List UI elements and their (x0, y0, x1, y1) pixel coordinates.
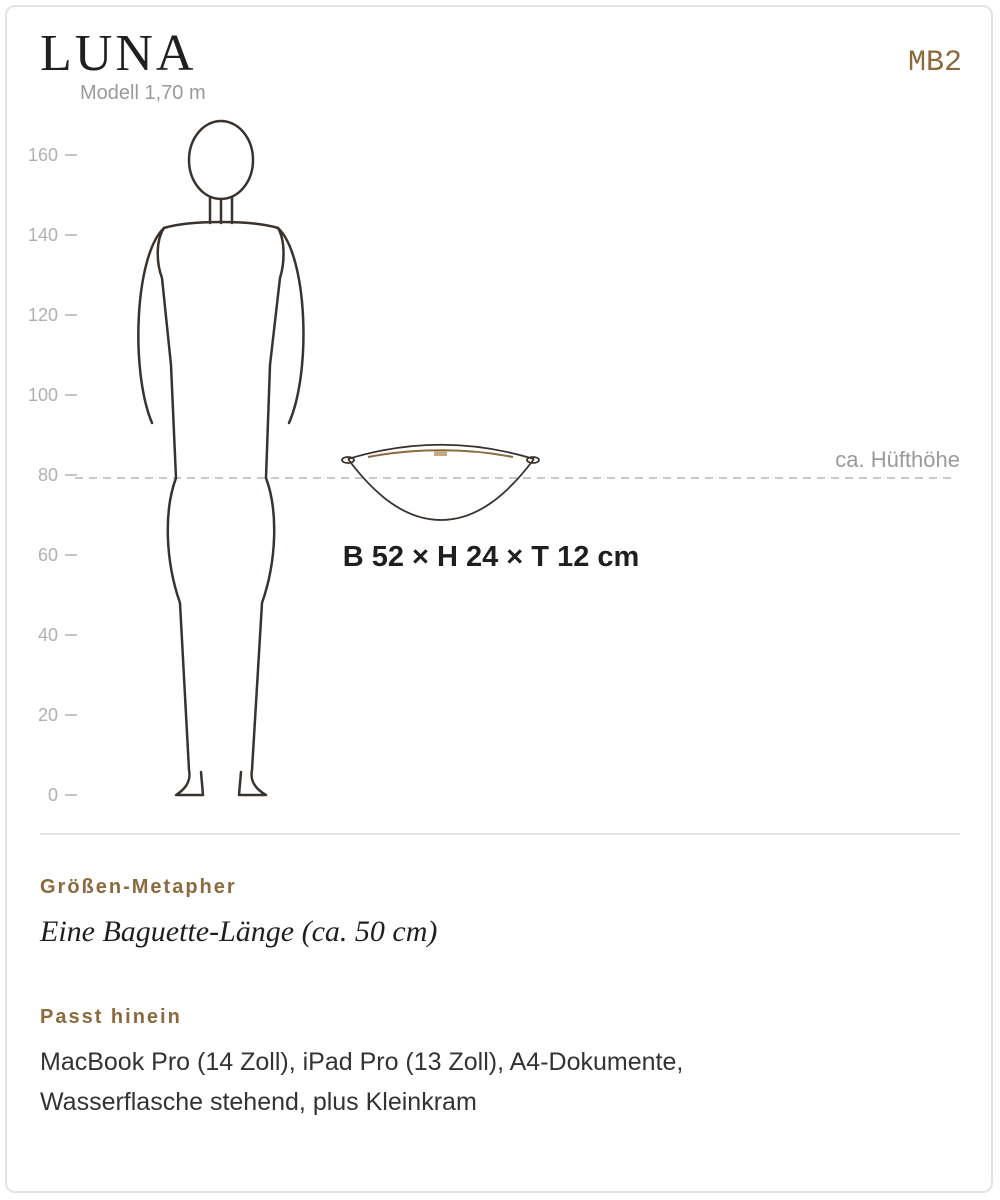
fits-line: Wasserflasche stehend, plus Kleinkram (40, 1088, 477, 1116)
bag-dimensions: B 52 × H 24 × T 12 cm (342, 541, 640, 573)
scale-label: 120 (27, 305, 58, 325)
human-silhouette (138, 121, 303, 795)
product-code: MB2 (907, 46, 962, 80)
fits-description (40, 1042, 800, 1122)
scale-label: 80 (37, 465, 58, 485)
section-divider (40, 833, 960, 835)
scale-label: 100 (27, 385, 58, 405)
model-height-label: Modell 1,70 m (80, 82, 206, 104)
height-scale (28, 145, 77, 805)
product-title: LUNA (40, 25, 197, 82)
bag-illustration (342, 445, 539, 520)
scale-label: 160 (27, 145, 58, 165)
scale-label: 60 (37, 545, 58, 565)
size-metaphor-text: Eine Baguette-Länge (ca. 50 cm) (40, 915, 438, 948)
fits-line: MacBook Pro (14 Zoll), iPad Pro (13 Zoll), A4-Dokumente, (40, 1048, 684, 1076)
scale-label: 40 (37, 625, 58, 645)
fits-heading: Passt hinein (40, 1006, 182, 1028)
scale-label: 0 (47, 785, 58, 805)
scale-label: 140 (27, 225, 58, 245)
scale-label: 20 (37, 705, 58, 725)
hip-height-label: ca. Hüfthöhe (835, 447, 960, 472)
metaphor-heading: Größen-Metapher (40, 876, 237, 898)
